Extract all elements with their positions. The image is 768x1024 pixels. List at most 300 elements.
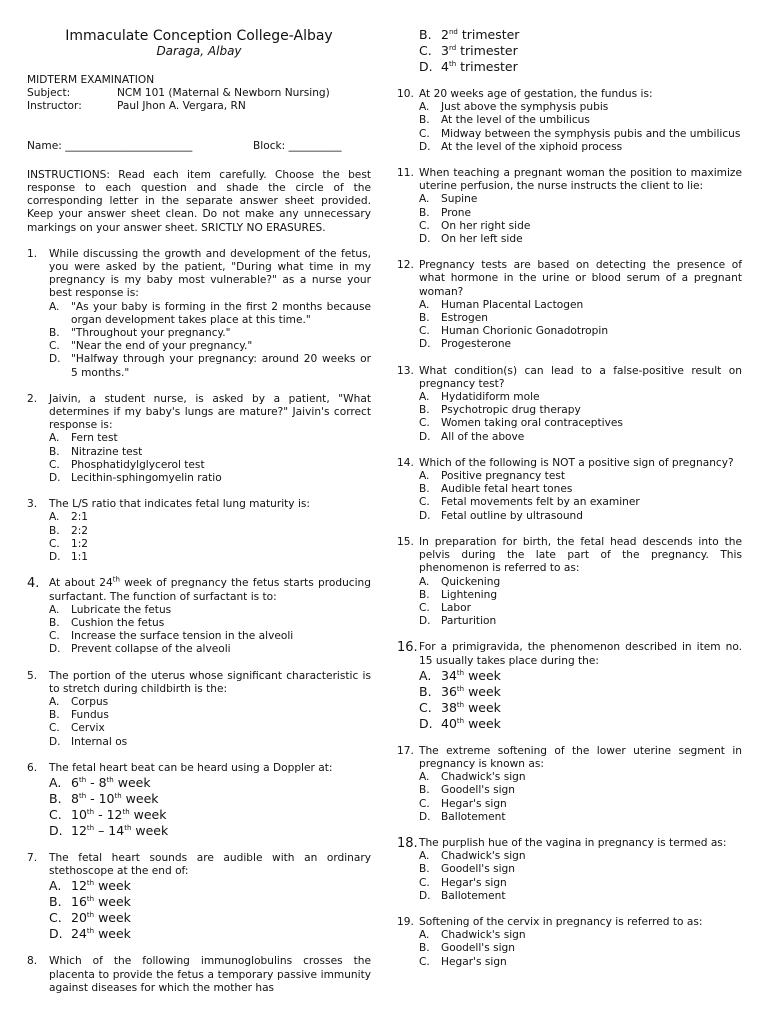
option-letter: A. [419, 391, 430, 404]
subject-key: Subject: [27, 87, 71, 100]
option-text: 40th week [441, 715, 501, 731]
option-text: 2:2 [71, 524, 89, 537]
option-letter: A. [49, 432, 60, 445]
option-letter: B. [49, 616, 60, 629]
option-text: Psychotropic drug therapy [441, 404, 581, 417]
option-text: Chadwick's sign [441, 929, 526, 942]
option-text: Increase the surface tension in the alveoli [71, 630, 294, 643]
option-text: 12th – 14th week [71, 822, 169, 838]
option-text: Positive pregnancy test [441, 470, 566, 483]
question-number: 14. [397, 456, 414, 469]
option-text: 10th - 12th week [71, 806, 167, 822]
option-letter: B. [49, 327, 60, 340]
answer-option [49, 696, 371, 709]
option-letter: D. [419, 715, 433, 731]
question-text: What condition(s) can lead to a false-positive result on pregnancy test? [419, 364, 742, 390]
option-text: Human Chorionic Gonadotropin [441, 325, 609, 338]
option-text: Goodell's sign [441, 942, 516, 955]
answer-option [419, 233, 742, 246]
option-letter: C. [419, 797, 430, 810]
question-text: While discussing the growth and development of the fetus, you were asked by the patient, "During what time in my pregnancy is my baby most vulnerable?" as a nurse your best response is: [49, 247, 371, 300]
answer-option [419, 325, 742, 338]
option-list [419, 101, 742, 154]
answer-option [419, 684, 742, 700]
question-text: Pregnancy tests are based on detecting the presence of what hormone in the urine or blood serum of a pregnant woman? [419, 259, 742, 298]
option-letter: B. [419, 588, 430, 601]
answer-option [419, 114, 742, 127]
option-text: Labor [441, 601, 471, 614]
answer-option [49, 353, 371, 379]
question-item [397, 641, 742, 731]
option-letter: B. [419, 27, 432, 42]
option-text: Hegar's sign [441, 797, 507, 810]
exam-header [27, 28, 371, 58]
option-letter: A. [419, 193, 430, 206]
option-text: Lecithin-sphingomyelin ratio [71, 472, 222, 485]
option-list [419, 771, 742, 824]
answer-option [49, 511, 371, 524]
question-text: The L/S ratio that indicates fetal lung maturity is: [49, 498, 310, 511]
question-text: Which of the following immunoglobulins crosses the placenta to provide the fetus a temporary passive immunity against diseases for which the mother has [49, 955, 371, 994]
question-item [397, 259, 742, 351]
question-text: The extreme softening of the lower uterine segment in pregnancy is known as: [419, 744, 742, 770]
answer-option [49, 709, 371, 722]
option-letter: B. [49, 894, 62, 910]
answer-option [49, 775, 371, 791]
option-text: Quickening [441, 575, 501, 588]
question-item [27, 248, 371, 380]
option-text: Fern test [71, 432, 118, 445]
question-text: At about 24th week of pregnancy the fetus starts producing surfactant. The function of surfactant is to: [49, 575, 371, 603]
option-text: Chadwick's sign [441, 850, 526, 863]
block-field: Block: __________ [253, 139, 342, 152]
question-item [27, 498, 371, 564]
answer-option [419, 589, 742, 602]
answer-option [419, 771, 742, 784]
option-text: 24th week [71, 926, 131, 942]
option-letter: C. [49, 537, 60, 550]
answer-option [49, 459, 371, 472]
option-letter: C. [419, 955, 430, 968]
option-text: All of the above [441, 430, 525, 443]
option-letter: D. [419, 615, 431, 628]
question-text: The fetal heart sounds are audible with an ordinary stethoscope at the end of: [49, 851, 371, 878]
option-letter: B. [49, 709, 60, 722]
option-letter: B. [419, 114, 430, 127]
option-text: Women taking oral contraceptives [441, 417, 623, 430]
name-block-line [27, 140, 371, 153]
question-number: 12. [397, 259, 414, 272]
option-text: Phosphatidylglycerol test [71, 458, 205, 471]
answer-option [419, 43, 742, 59]
option-list [49, 301, 371, 380]
question-number: 17. [397, 744, 414, 757]
answer-option [419, 299, 742, 312]
option-letter: D. [419, 889, 431, 902]
option-text: "As your baby is forming in the first 2 months because organ development takes place at this time." [71, 300, 371, 326]
option-text: Prevent collapse of the alveoli [71, 643, 231, 656]
option-letter: A. [49, 878, 62, 894]
option-letter: B. [419, 404, 430, 417]
option-letter: D. [419, 509, 431, 522]
answer-option [419, 59, 742, 75]
question-number: 19. [397, 915, 414, 928]
instructions: INSTRUCTIONS: Read each item carefully. Choose the best response to each question and shade the circle of the corresponding letter in the separate answer sheet provided. Keep your answer sheet clean. Do not make any unnecessary markings on your answer sheet. SRICTLY NO ERASURES. [27, 168, 371, 234]
option-letter: C. [49, 910, 62, 926]
option-letter: D. [419, 140, 431, 153]
option-letter: B. [419, 206, 430, 219]
option-letter: C. [419, 496, 430, 509]
question-item [397, 457, 742, 523]
option-letter: D. [49, 643, 61, 656]
option-text: Hegar's sign [441, 876, 507, 889]
option-text: 1:2 [71, 537, 89, 550]
option-letter: C. [49, 458, 60, 471]
option-text: Fundus [71, 709, 109, 722]
answer-option [419, 877, 742, 890]
right-questions [397, 27, 742, 969]
option-list [419, 929, 742, 969]
option-letter: A. [419, 929, 430, 942]
question-number: 3. [27, 498, 38, 511]
option-letter: D. [49, 926, 63, 942]
answer-option [419, 700, 742, 716]
option-list [419, 668, 742, 732]
exam-meta [27, 74, 371, 114]
question-number: 13. [397, 364, 414, 377]
option-text: At the level of the umbilicus [441, 114, 590, 127]
question-number: 2. [27, 392, 38, 405]
option-letter: C. [49, 806, 62, 822]
question-item [27, 670, 371, 749]
answer-option [419, 784, 742, 797]
option-text: Ballotement [441, 810, 506, 823]
option-letter: B. [419, 312, 430, 325]
option-letter: C. [419, 43, 432, 58]
question-text: The portion of the uterus whose significant characteristic is to stretch during childbirth is the: [49, 669, 371, 695]
answer-option [49, 926, 371, 942]
answer-option [49, 736, 371, 749]
answer-option [49, 472, 371, 485]
option-list [49, 878, 371, 942]
option-text: 12th week [71, 878, 131, 894]
question-item [397, 365, 742, 444]
option-letter: A. [419, 667, 432, 683]
option-text: Ballotement [441, 889, 506, 902]
answer-option [419, 510, 742, 523]
option-letter: C. [419, 325, 430, 338]
answer-option [49, 538, 371, 551]
answer-option [419, 483, 742, 496]
answer-option [49, 446, 371, 459]
option-letter: D. [49, 551, 61, 564]
answer-option [419, 312, 742, 325]
option-text: Internal os [71, 735, 128, 748]
question-text: The fetal heart beat can be heard using a Doppler at: [49, 761, 333, 774]
question-item [397, 27, 742, 75]
option-letter: D. [49, 735, 61, 748]
option-text: "Throughout your pregnancy." [71, 327, 231, 340]
question-number: 8. [27, 955, 38, 968]
option-text: At the level of the xiphoid process [441, 140, 623, 153]
option-letter: C. [419, 601, 430, 614]
option-text: 8th - 10th week [71, 790, 159, 806]
question-text: Softening of the cervix in pregnancy is referred to as: [419, 915, 703, 928]
option-text: Hegar's sign [441, 955, 507, 968]
answer-option [419, 811, 742, 824]
question-item [397, 916, 742, 969]
answer-option [419, 942, 742, 955]
answer-option [49, 525, 371, 538]
option-letter: B. [419, 483, 430, 496]
answer-option [419, 141, 742, 154]
option-list [419, 576, 742, 629]
option-letter: D. [49, 822, 63, 838]
option-letter: A. [49, 300, 60, 313]
option-list [49, 511, 371, 564]
option-text: Progesterone [441, 338, 512, 351]
answer-option [419, 956, 742, 969]
option-text: 34th week [441, 667, 501, 683]
option-letter: A. [49, 511, 60, 524]
option-letter: C. [419, 127, 430, 140]
option-text: On her left side [441, 233, 523, 246]
option-text: Lightening [441, 588, 498, 601]
option-letter: C. [49, 722, 60, 735]
answer-option [419, 668, 742, 684]
option-text: Parturition [441, 615, 497, 628]
option-letter: B. [419, 863, 430, 876]
question-item [397, 536, 742, 628]
option-list [419, 391, 742, 444]
right-column [397, 27, 742, 969]
question-number: 10. [397, 88, 414, 100]
answer-option [49, 432, 371, 445]
question-item [397, 167, 742, 246]
option-text: 3rd trimester [441, 43, 518, 58]
question-number: 15. [397, 535, 414, 548]
option-letter: A. [419, 470, 430, 483]
option-letter: D. [49, 472, 61, 485]
answer-option [49, 910, 371, 926]
option-text: 2:1 [71, 511, 89, 524]
answer-option [49, 340, 371, 353]
option-letter: D. [419, 810, 431, 823]
option-text: Midway between the symphysis pubis and the umbilicus [441, 127, 741, 140]
option-list [49, 696, 371, 749]
option-letter: A. [49, 695, 60, 708]
option-letter: D. [419, 59, 433, 74]
question-number: 6. [27, 761, 38, 774]
option-letter: A. [49, 603, 60, 616]
option-text: Prone [441, 206, 472, 219]
answer-option [419, 602, 742, 615]
answer-option [419, 404, 742, 417]
option-letter: A. [419, 575, 430, 588]
option-letter: D. [419, 430, 431, 443]
question-text: At 20 weeks age of gestation, the fundus is: [419, 88, 653, 100]
answer-option [49, 722, 371, 735]
question-number: 7. [27, 851, 38, 864]
option-text: 2nd trimester [441, 27, 520, 42]
option-letter: D. [49, 353, 61, 366]
answer-option [419, 338, 742, 351]
option-list [419, 27, 742, 75]
answer-option [49, 823, 371, 839]
option-text: Goodell's sign [441, 863, 516, 876]
subject-value: NCM 101 (Maternal & Newborn Nursing) [117, 87, 330, 100]
answer-option [419, 929, 742, 942]
question-text: Jaivin, a student nurse, is asked by a patient, "What determines if my baby's lungs are mature?" Jaivin's correct response is: [49, 392, 371, 432]
option-list [49, 604, 371, 657]
option-text: 1:1 [71, 551, 89, 564]
option-letter: C. [49, 340, 60, 353]
option-letter: C. [419, 876, 430, 889]
answer-option [49, 807, 371, 823]
question-text: For a primigravida, the phenomenon described in item no. 15 usually takes place during the: [419, 641, 742, 667]
option-text: Just above the symphysis pubis [441, 101, 609, 114]
option-text: Supine [441, 193, 478, 206]
option-letter: C. [49, 630, 60, 643]
option-text: "Near the end of your pregnancy." [71, 340, 253, 353]
option-text: Hydatidiform mole [441, 391, 540, 404]
option-text: Lubricate the fetus [71, 603, 172, 616]
left-questions [27, 248, 371, 995]
option-letter: C. [419, 417, 430, 430]
option-text: Estrogen [441, 312, 488, 325]
school-location: Daraga, Albay [156, 44, 242, 58]
option-letter: B. [419, 942, 430, 955]
answer-option [49, 894, 371, 910]
answer-option [419, 193, 742, 206]
option-letter: B. [49, 524, 60, 537]
answer-option [419, 890, 742, 903]
option-text: Chadwick's sign [441, 771, 526, 784]
option-text: Audible fetal heart tones [441, 483, 573, 496]
option-letter: C. [419, 699, 432, 715]
question-number: 1. [27, 247, 38, 260]
answer-option [419, 850, 742, 863]
exam-title: MIDTERM EXAMINATION [27, 74, 155, 86]
option-text: 20th week [71, 910, 131, 926]
option-text: Fetal movements felt by an examiner [441, 496, 640, 509]
option-text: Corpus [71, 695, 109, 708]
answer-option [419, 431, 742, 444]
option-list [49, 775, 371, 839]
option-text: 16th week [71, 894, 131, 910]
answer-option [49, 551, 371, 564]
option-text: Human Placental Lactogen [441, 298, 584, 311]
answer-option [49, 604, 371, 617]
answer-option [419, 576, 742, 589]
answer-option [419, 220, 742, 233]
question-text: When teaching a pregnant woman the position to maximize uterine perfusion, the nurse instructs the client to lie: [419, 167, 742, 193]
answer-option [49, 301, 371, 327]
option-letter: C. [419, 219, 430, 232]
question-item [397, 837, 742, 903]
left-column [27, 0, 371, 995]
answer-option [419, 391, 742, 404]
option-text: 36th week [441, 683, 501, 699]
question-item [397, 88, 742, 154]
option-list [419, 299, 742, 352]
option-text: Goodell's sign [441, 784, 516, 797]
option-text: "Halfway through your pregnancy: around 20 weeks or 5 months." [71, 353, 371, 379]
option-list [419, 193, 742, 246]
option-text: Cushion the fetus [71, 616, 165, 629]
option-list [49, 432, 371, 485]
answer-option [49, 643, 371, 656]
question-item [397, 745, 742, 824]
option-text: Nitrazine test [71, 445, 143, 458]
answer-option [49, 617, 371, 630]
question-number: 4. [27, 576, 40, 592]
option-text: On her right side [441, 219, 531, 232]
answer-option [419, 615, 742, 628]
option-letter: A. [419, 101, 430, 114]
question-text: In preparation for birth, the fetal head descends into the pelvis during the late part of the pregnancy. This phenomenon is referred to as: [419, 535, 742, 575]
option-list [419, 850, 742, 903]
question-text: The purplish hue of the vagina in pregnancy is termed as: [419, 836, 727, 849]
answer-option [49, 878, 371, 894]
question-item [27, 762, 371, 839]
option-text: 38th week [441, 699, 501, 715]
question-number: 16. [397, 640, 418, 656]
answer-option [419, 863, 742, 876]
option-letter: B. [49, 445, 60, 458]
answer-option [419, 101, 742, 114]
option-text: Fetal outline by ultrasound [441, 509, 583, 522]
question-item [27, 852, 371, 942]
answer-option [419, 716, 742, 732]
answer-option [419, 470, 742, 483]
answer-option [49, 630, 371, 643]
option-letter: B. [419, 683, 432, 699]
answer-option [419, 27, 742, 43]
option-text: 4th trimester [441, 59, 518, 74]
option-letter: D. [419, 233, 431, 246]
question-text: Which of the following is NOT a positive sign of pregnancy? [419, 456, 734, 469]
question-number: 5. [27, 669, 38, 682]
name-field: Name: ________________________ [27, 139, 193, 152]
option-text: 6th - 8th week [71, 774, 151, 790]
question-number: 18. [397, 835, 418, 851]
instructor-key: Instructor: [27, 100, 82, 113]
option-letter: D. [419, 338, 431, 351]
answer-option [419, 496, 742, 509]
question-item [27, 393, 371, 485]
answer-option [419, 417, 742, 430]
answer-option [419, 798, 742, 811]
question-item [27, 955, 371, 995]
option-letter: A. [419, 850, 430, 863]
answer-option [49, 327, 371, 340]
option-letter: A. [419, 771, 430, 784]
question-number: 11. [397, 167, 414, 180]
instructor-value: Paul Jhon A. Vergara, RN [117, 100, 246, 113]
option-list [419, 470, 742, 523]
answer-option [419, 207, 742, 220]
option-letter: B. [49, 790, 62, 806]
option-letter: A. [49, 774, 62, 790]
option-letter: B. [419, 784, 430, 797]
question-item [27, 577, 371, 656]
option-letter: A. [419, 298, 430, 311]
answer-option [49, 791, 371, 807]
school-name: Immaculate Conception College-Albay [65, 28, 333, 44]
answer-option [419, 128, 742, 141]
option-text: Cervix [71, 722, 105, 735]
